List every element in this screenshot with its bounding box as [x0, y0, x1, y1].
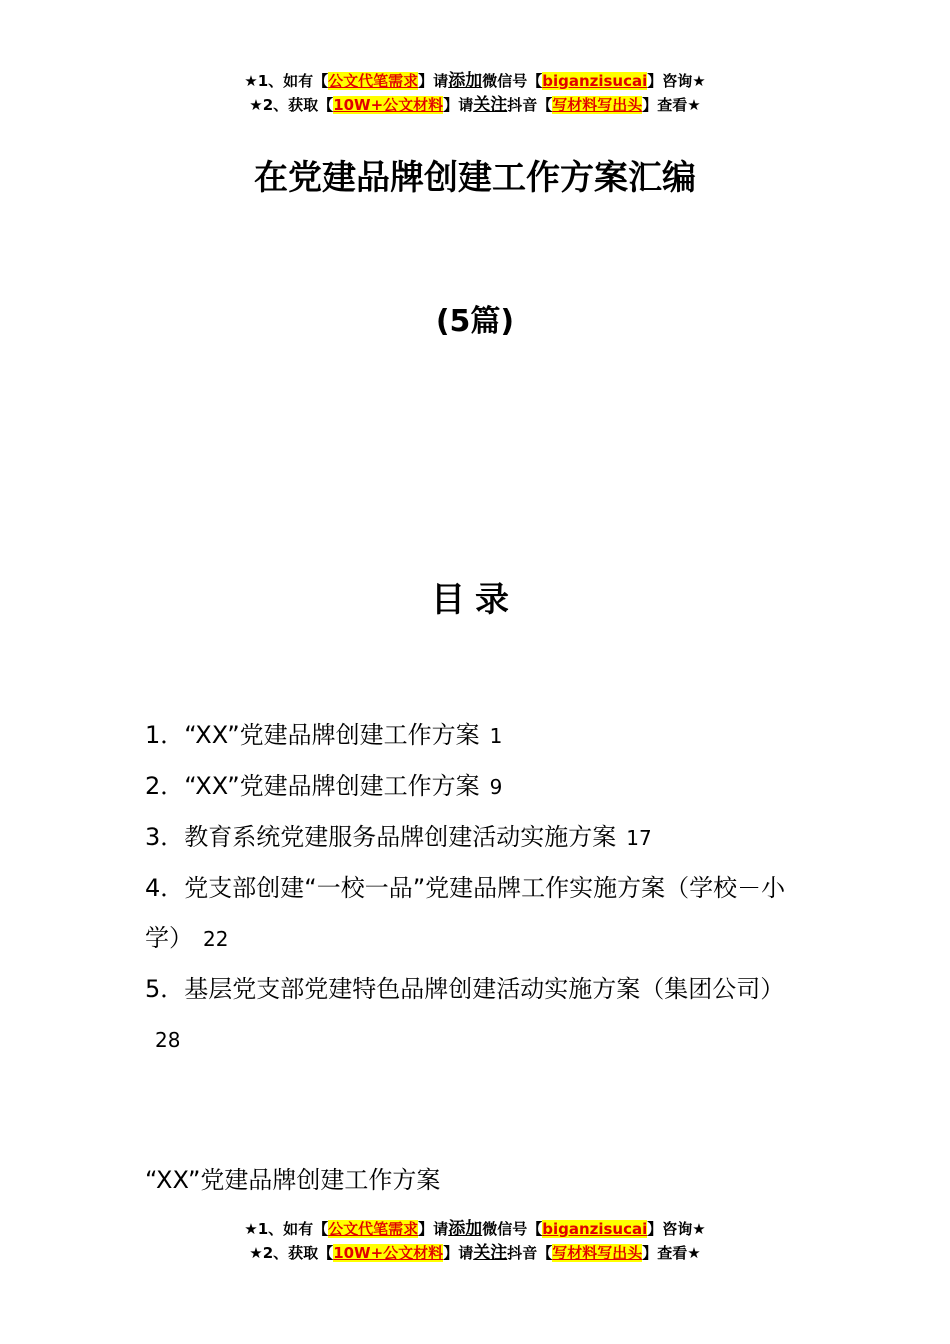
document-subtitle: (5篇) — [435, 304, 515, 339]
promo-banner-bottom — [0, 1217, 950, 1265]
promo-highlight: 写材料写出头 — [552, 1244, 643, 1262]
promo-highlight: 10W+公文材料 — [333, 96, 444, 114]
promo-line-1: ★1、如有【公文代笔需求】请添加微信号【biganzisucai】咨询★ — [244, 71, 706, 91]
promo-banner-top — [0, 69, 950, 117]
document-title: 在党建品牌创建工作方案汇编 — [254, 158, 696, 198]
toc-item[interactable]: 4．党支部创建“一校一品”党建品牌工作实施方案（学校－小学） 22 — [145, 874, 786, 952]
toc-item[interactable]: 5．基层党支部党建特色品牌创建活动实施方案（集团公司）28 — [145, 975, 785, 1052]
toc-page-number: 1 — [489, 724, 503, 748]
promo-highlight: biganzisucai — [542, 1220, 648, 1238]
promo-highlight: 10W+公文材料 — [333, 1244, 444, 1262]
promo-highlight: 公文代笔需求 — [328, 1220, 419, 1238]
promo-line-1: ★1、如有【公文代笔需求】请添加微信号【biganzisucai】咨询★ — [244, 1219, 706, 1239]
promo-line-2: ★2、获取【10W+公文材料】请关注抖音【写材料写出头】查看★ — [249, 1243, 701, 1263]
section-heading: “XX”党建品牌创建工作方案 — [145, 1166, 441, 1194]
promo-highlight: 公文代笔需求 — [328, 72, 419, 90]
toc-page-number: 9 — [489, 775, 503, 799]
promo-highlight: biganzisucai — [542, 72, 648, 90]
promo-line-2: ★2、获取【10W+公文材料】请关注抖音【写材料写出头】查看★ — [249, 95, 701, 115]
toc-item[interactable]: 3．教育系统党建服务品牌创建活动实施方案 17 — [145, 823, 652, 851]
toc-heading: 目录 — [431, 580, 519, 620]
table-of-contents — [145, 710, 810, 1065]
promo-highlight: 写材料写出头 — [552, 96, 643, 114]
toc-item[interactable]: 2．“XX”党建品牌创建工作方案 9 — [145, 772, 503, 800]
toc-page-number: 17 — [626, 826, 652, 850]
toc-item[interactable]: 1．“XX”党建品牌创建工作方案 1 — [145, 721, 503, 749]
toc-page-number: 28 — [155, 1028, 181, 1052]
toc-page-number: 22 — [203, 927, 229, 951]
